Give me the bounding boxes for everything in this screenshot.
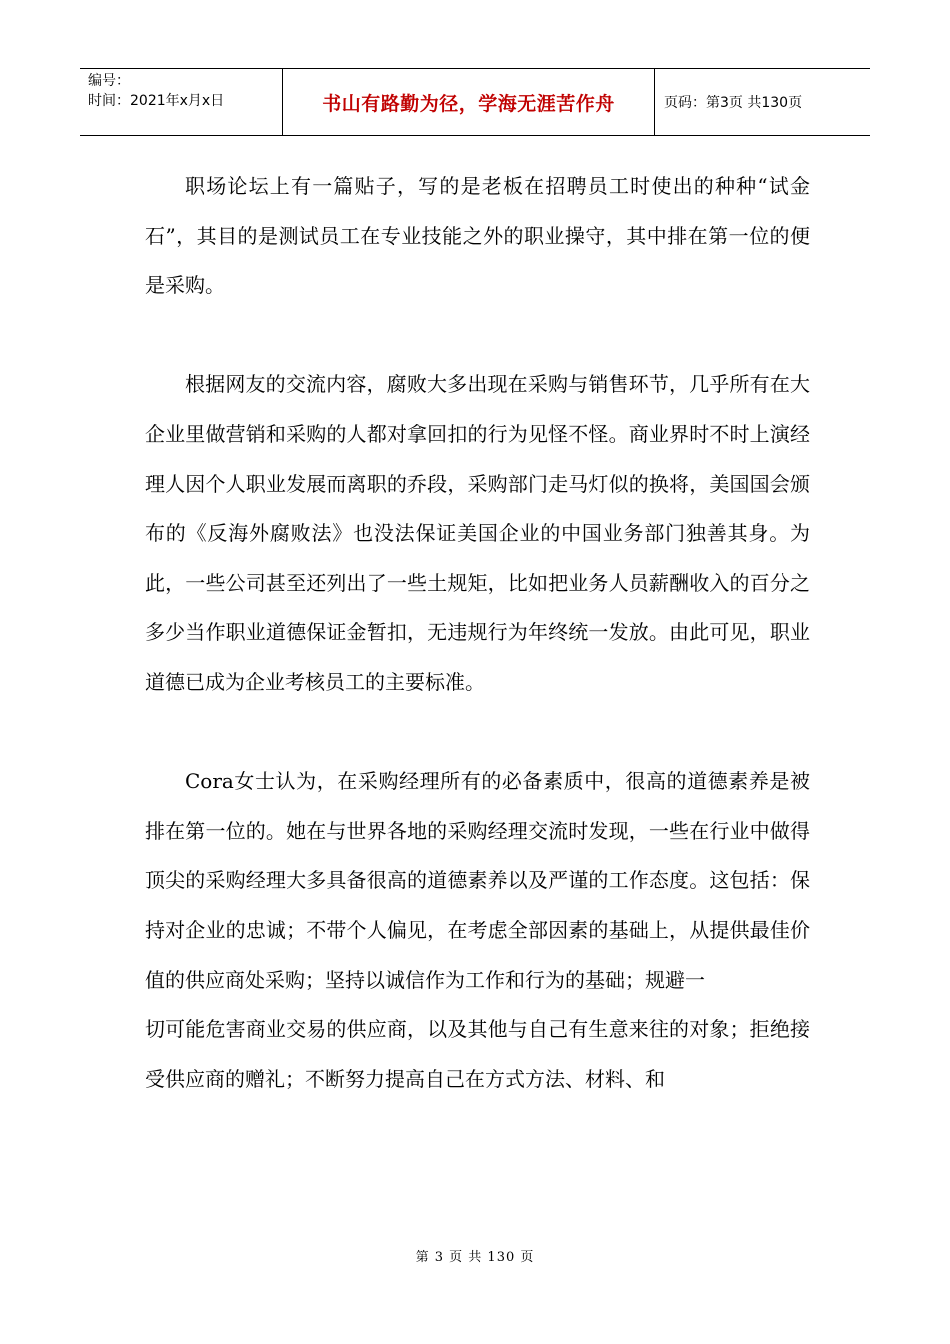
paragraph-gap	[145, 311, 810, 361]
header-motto-cell	[283, 69, 655, 135]
paragraph-2: 根据网友的交流内容，腐败大多出现在采购与销售环节，几乎所有在大企业里做营销和采购的人都对拿回扣的行为见怪不怪。商业界时不时上演经理人因个人职业发展而离职的乔段，采购部门走马灯似的换将，美国国会颁布的《反海外腐败法》也没法保证美国企业的中国业务部门独善其身。为此，一些公司甚至还列出了一些土规矩，比如把业务人员薪酬收入的百分之多少当作职业道德保证金暂扣，无违规行为年终统一发放。由此可见，职业道德已成为企业考核员工的主要标准。	[145, 372, 810, 694]
serial-number-label: 编号：	[88, 73, 130, 89]
time-label: 时间：2021年x月x日	[88, 93, 225, 109]
paragraph-1: 职场论坛上有一篇贴子，写的是老板在招聘员工时使出的种种“试金石”，其目的是测试员工在专业技能之外的职业操守，其中排在第一位的便是采购。	[145, 174, 810, 298]
header-meta-cell	[80, 69, 283, 135]
header-page-info: 页码：第3页 共130页	[664, 95, 803, 111]
paragraph-gap	[145, 708, 810, 758]
header-page-cell	[655, 69, 870, 135]
paragraph-3: Cora女士认为，在采购经理所有的必备素质中，很高的道德素养是被排在第一位的。她在与世界各地的采购经理交流时发现，一些在行业中做得顶尖的采购经理大多具备很高的道德素养以及严谨的工作态度。这包括：保持对企业的忠诚；不带个人偏见，在考虑全部因素的基础上，从提供最佳价值的供应商处采购；坚持以诚信作为工作和行为的基础；规避一	[145, 769, 810, 992]
header-motto: 书山有路勤为径，学海无涯苦作舟	[322, 92, 615, 115]
paragraph-4: 切可能危害商业交易的供应商，以及其他与自己有生意来往的对象；拒绝接受供应商的赠礼；不断努力提高自己在方式方法、材料、和	[145, 1017, 810, 1091]
page-header	[80, 68, 870, 136]
page-footer: 第 3 页 共 130 页	[415, 1250, 535, 1265]
document-body	[145, 162, 810, 1104]
